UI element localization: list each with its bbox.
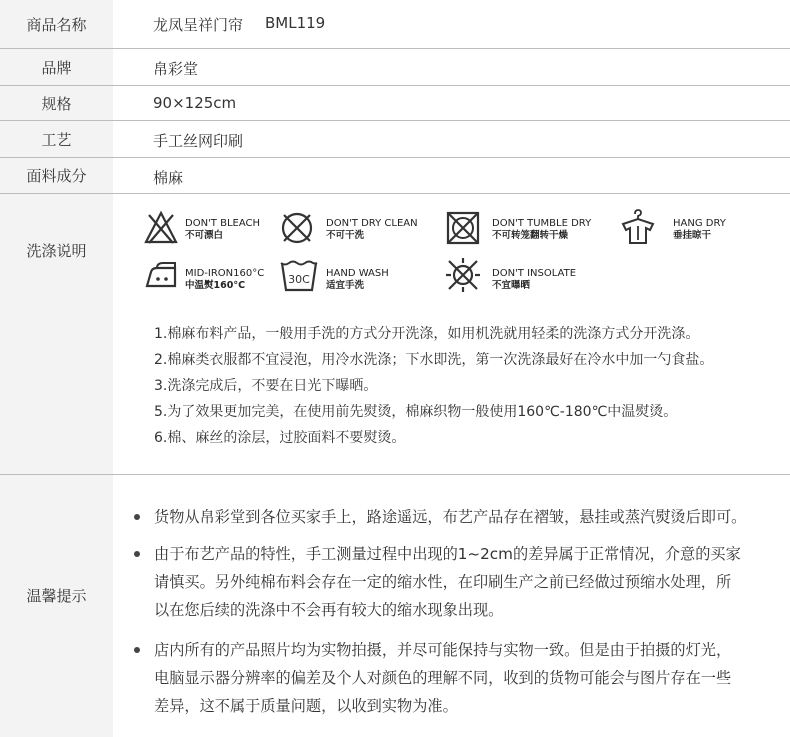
mid-iron-label [185,268,264,292]
row-brand [0,49,790,85]
wash-temperature-text: 30C [288,273,310,286]
tips-section [0,475,790,737]
no-bleach-label [185,218,260,242]
hang-dry-icon [619,206,655,242]
tip-item [154,503,784,531]
spec-label: 规格 [0,86,113,120]
hang-dry-label [673,218,726,242]
no-dry-clean-icon [279,210,315,246]
washing-note: 1.棉麻布料产品，一般用手洗的方式分开洗涤，如用机洗就用轻柔的洗涤方式分开洗涤。 [154,326,700,342]
tip-line: 货物从帛彩堂到各位买家手上，路途遥远，布艺产品存在褶皱，悬挂或蒸汽熨烫后即可。 [154,508,747,526]
row-craft [0,121,790,157]
no-tumble-dry-icon [445,210,481,246]
label-column-fill [0,715,113,737]
mid-iron-icon [143,258,179,294]
washing-note: 3.洗涤完成后，不要在日光下曝晒。 [154,378,378,394]
icon-label-en: MID-IRON160°C [185,268,265,279]
washing-label: 洗涤说明 [0,194,113,306]
no-insolate-icon [445,257,481,293]
washing-section [0,194,790,474]
tip-line: 由于布艺产品的特性，手工测量过程中出现的1~2cm的差异属于正常情况，介意的买家 [154,545,741,563]
tip-item [154,540,784,624]
fabric-value: 棉麻 [153,169,184,187]
no-insolate-label [492,268,576,292]
tip-line: 店内所有的产品照片均为实物拍摄，并尽可能保持与实物一致。但是由于拍摄的灯光， [154,641,732,659]
no-dry-clean-label [326,218,418,242]
icon-label-en: HANG DRY [673,218,726,229]
row-spec [0,86,790,120]
row-fabric [0,158,790,193]
tips-label: 温馨提示 [0,475,113,715]
fabric-label: 面料成分 [0,158,113,193]
hand-wash-label [326,268,389,292]
product-name-value: 龙凤呈祥门帘 [153,16,244,34]
bullet-icon [134,647,140,653]
icon-label-en: DON'T DRY CLEAN [326,218,418,229]
spec-value: 90×125cm [153,94,237,112]
icon-label-cn: 不宜曝晒 [492,280,531,291]
label-column-fill [0,306,113,474]
washing-note: 6.棉、麻丝的涂层，过胶面料不要熨烫。 [154,430,406,446]
hand-wash-icon [279,256,319,296]
craft-label: 工艺 [0,121,113,157]
icon-label-cn: 不可转笼翻转干燥 [492,230,569,241]
no-tumble-dry-label [492,218,591,242]
washing-note: 5.为了效果更加完美，在使用前先熨烫，棉麻织物一般使用160℃-180℃中温熨烫。 [154,404,678,420]
icon-label-cn: 垂挂晾干 [673,230,712,241]
brand-label: 品牌 [0,49,113,85]
bullet-icon [134,551,140,557]
icon-label-cn: 不可漂白 [185,230,224,241]
tip-item [154,636,784,720]
product-code: BML119 [265,14,326,32]
icon-label-en: DON'T BLEACH [185,218,261,229]
no-bleach-icon [143,210,179,246]
bullet-icon [134,514,140,520]
icon-label-en: DON'T TUMBLE DRY [492,218,592,229]
craft-value: 手工丝网印刷 [153,132,244,150]
product-name-label: 商品名称 [0,0,113,48]
icon-label-en: DON'T INSOLATE [492,268,577,279]
icon-label-cn: 适宜手洗 [326,280,365,291]
tip-line: 电脑显示器分辨率的偏差及个人对颜色的理解不同，收到的货物可能会与图片存在一些 [154,669,732,687]
tip-line: 差异，这不属于质量问题，以收到实物为准。 [154,697,458,715]
row-product-name [0,0,790,48]
icon-label-cn: 中温熨160°C [185,280,246,291]
tip-line: 请慎买。另外纯棉布料会存在一定的缩水性，在印刷生产之前已经做过预缩水处理，所 [154,573,732,591]
icon-label-en: HAND WASH [326,268,389,279]
tip-line: 以在您后续的洗涤中不会再有较大的缩水现象出现。 [154,601,504,619]
brand-value: 帛彩堂 [153,60,199,78]
icon-label-cn: 不可干洗 [326,230,365,241]
washing-note: 2.棉麻类衣服都不宜浸泡，用冷水洗涤；下水即洗，第一次洗涤最好在冷水中加一勺食盐。 [154,352,714,368]
